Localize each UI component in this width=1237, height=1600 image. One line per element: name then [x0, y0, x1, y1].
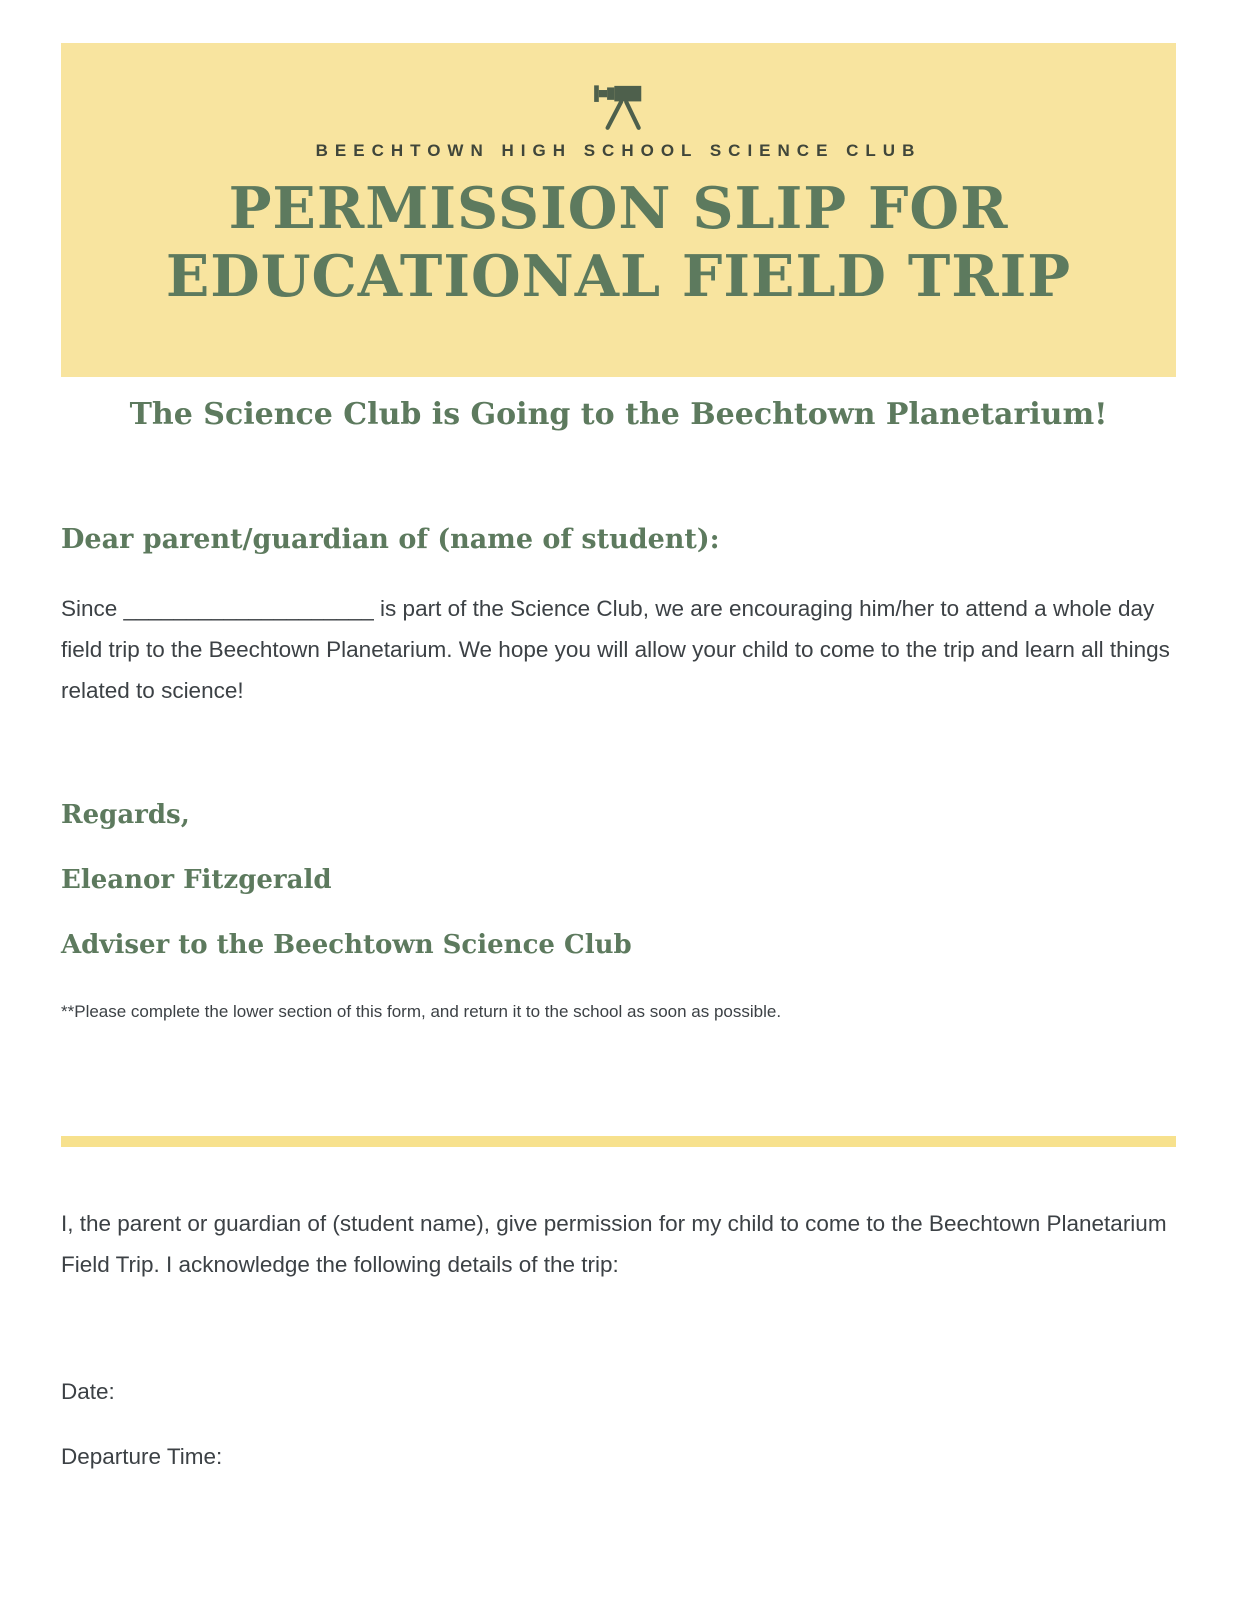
- section-divider: [61, 1136, 1176, 1147]
- return-instructions-note: **Please complete the lower section of this form, and return it to the school as soon as possible.: [61, 1002, 782, 1021]
- date-field-label: Date:: [61, 1379, 115, 1404]
- page-title: [61, 175, 1176, 311]
- departure-time-field-label: Departure Time:: [61, 1444, 223, 1469]
- signature-role: Adviser to the Beechtown Science Club: [61, 930, 632, 960]
- page-title-line1: PERMISSION SLIP FOR: [228, 175, 1009, 242]
- club-name: BEECHTOWN HIGH SCHOOL SCIENCE CLUB: [315, 141, 922, 160]
- acknowledgment-paragraph: I, the parent or guardian of (student name), give permission for my child to come to the Beechtown Planetarium Field Trip. I acknowledge the following details of the trip:: [61, 1211, 1167, 1277]
- signature-name: Eleanor Fitzgerald: [61, 865, 332, 895]
- telescope-icon: [61, 75, 1176, 133]
- salutation-heading: Dear parent/guardian of (name of student):: [61, 524, 720, 555]
- header-banner: [61, 43, 1176, 377]
- regards-line: Regards,: [61, 800, 190, 830]
- page-title-line2: EDUCATIONAL FIELD TRIP: [165, 243, 1072, 310]
- subtitle: The Science Club is Going to the Beechtown Planetarium!: [129, 397, 1108, 432]
- letter-body-paragraph: Since ____________________ is part of the Science Club, we are encouraging him/her to attend a whole day field trip to the Beechtown Planetarium. We hope you will allow your child to come to the trip and learn all things related to science!: [61, 596, 1170, 703]
